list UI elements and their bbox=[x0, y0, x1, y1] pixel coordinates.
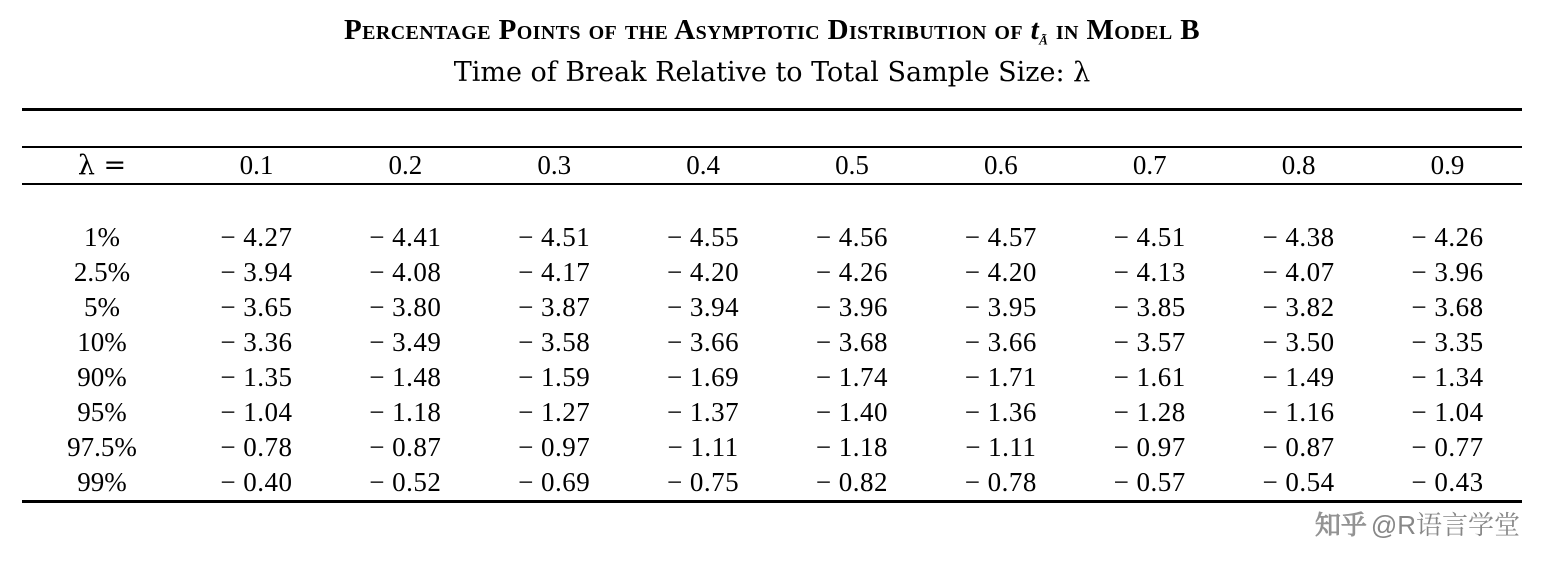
table-row bbox=[22, 430, 1522, 465]
table-header-row bbox=[22, 147, 1522, 184]
cell: − 0.97 bbox=[1113, 431, 1186, 462]
cell: − 1.37 bbox=[666, 396, 740, 427]
row-label: 5% bbox=[84, 291, 120, 322]
cell: − 4.07 bbox=[1262, 256, 1335, 287]
caption-line-1-pre: Percentage Points of the Asymptotic Distribution of bbox=[344, 14, 1031, 46]
watermark-logo: 知乎 bbox=[1314, 510, 1367, 540]
cell: − 4.08 bbox=[369, 256, 442, 287]
column-header-0: 0.1 bbox=[239, 149, 274, 180]
cell: − 1.04 bbox=[1411, 396, 1484, 427]
cell: − 1.59 bbox=[518, 361, 591, 392]
row-label: 2.5% bbox=[73, 256, 131, 287]
caption-variable: t bbox=[1030, 14, 1040, 46]
cell: − 0.78 bbox=[220, 431, 293, 462]
caption-variable-subscript: ã bbox=[1039, 28, 1049, 50]
cell: − 0.52 bbox=[369, 466, 442, 497]
table-row bbox=[22, 395, 1522, 430]
table-row bbox=[22, 325, 1522, 360]
cell: − 4.38 bbox=[1262, 221, 1335, 252]
cell: − 3.87 bbox=[518, 291, 591, 322]
row-label: 99% bbox=[77, 466, 127, 497]
cell: − 4.26 bbox=[1411, 221, 1484, 252]
cell: − 1.35 bbox=[220, 361, 293, 392]
caption-line-1-post: in Model B bbox=[1048, 14, 1200, 46]
cell: − 0.75 bbox=[666, 466, 740, 497]
table-row bbox=[22, 290, 1522, 325]
percentage-points-table bbox=[22, 108, 1522, 538]
cell: − 4.51 bbox=[1113, 221, 1186, 252]
cell: − 3.96 bbox=[1411, 256, 1484, 287]
column-header-7: 0.8 bbox=[1281, 149, 1316, 180]
cell: − 0.87 bbox=[369, 431, 442, 462]
cell: − 1.11 bbox=[667, 431, 739, 462]
cell: − 4.17 bbox=[518, 256, 591, 287]
row-label: 1% bbox=[84, 221, 120, 252]
cell: − 1.28 bbox=[1113, 396, 1186, 427]
table-caption bbox=[0, 0, 1544, 88]
cell: − 0.57 bbox=[1113, 466, 1186, 497]
cell: − 1.40 bbox=[815, 396, 889, 427]
cell: − 0.69 bbox=[518, 466, 591, 497]
cell: − 3.95 bbox=[964, 291, 1037, 322]
cell: − 1.69 bbox=[666, 361, 740, 392]
cell: − 3.80 bbox=[369, 291, 442, 322]
table-rule-bottom bbox=[22, 501, 1522, 538]
cell: − 4.26 bbox=[815, 256, 889, 287]
cell: − 3.58 bbox=[518, 326, 591, 357]
table-row bbox=[22, 360, 1522, 395]
cell: − 0.97 bbox=[518, 431, 591, 462]
cell: − 1.34 bbox=[1411, 361, 1484, 392]
column-header-4: 0.5 bbox=[835, 149, 869, 180]
cell: − 1.16 bbox=[1262, 396, 1335, 427]
cell: − 3.65 bbox=[220, 291, 293, 322]
cell: − 0.77 bbox=[1411, 431, 1484, 462]
cell: − 1.48 bbox=[369, 361, 442, 392]
cell: − 1.71 bbox=[964, 361, 1037, 392]
column-header-3: 0.4 bbox=[686, 149, 720, 180]
cell: − 1.36 bbox=[964, 396, 1037, 427]
row-label: 97.5% bbox=[67, 431, 137, 462]
row-label: 95% bbox=[77, 396, 127, 427]
cell: − 4.56 bbox=[815, 221, 889, 252]
cell: − 3.50 bbox=[1262, 326, 1335, 357]
cell: − 3.68 bbox=[1411, 291, 1484, 322]
table-row bbox=[22, 465, 1522, 502]
cell: − 3.82 bbox=[1262, 291, 1335, 322]
table-row bbox=[22, 220, 1522, 255]
cell: − 4.20 bbox=[964, 256, 1037, 287]
cell: − 4.41 bbox=[369, 221, 442, 252]
cell: − 4.55 bbox=[666, 221, 740, 252]
header-lambda-label: λ = bbox=[77, 149, 127, 181]
cell: − 0.54 bbox=[1262, 466, 1335, 497]
table-row bbox=[22, 255, 1522, 290]
cell: − 3.35 bbox=[1411, 326, 1484, 357]
cell: − 4.13 bbox=[1113, 256, 1186, 287]
cell: − 0.82 bbox=[815, 466, 889, 497]
cell: − 1.61 bbox=[1113, 361, 1186, 392]
cell: − 1.74 bbox=[815, 361, 889, 392]
cell: − 3.57 bbox=[1113, 326, 1186, 357]
cell: − 1.18 bbox=[815, 431, 889, 462]
caption-line-2: Time of Break Relative to Total Sample Size: λ bbox=[453, 56, 1091, 88]
column-header-5: 0.6 bbox=[983, 149, 1018, 180]
cell: − 1.27 bbox=[518, 396, 591, 427]
cell: − 0.87 bbox=[1262, 431, 1335, 462]
cell: − 4.51 bbox=[518, 221, 591, 252]
column-header-1: 0.2 bbox=[388, 149, 423, 180]
cell: − 3.66 bbox=[964, 326, 1037, 357]
cell: − 3.49 bbox=[369, 326, 442, 357]
cell: − 3.66 bbox=[666, 326, 740, 357]
table-rule-top-outer bbox=[22, 109, 1522, 147]
cell: − 4.57 bbox=[964, 221, 1037, 252]
column-header-8: 0.9 bbox=[1430, 149, 1465, 180]
cell: − 3.94 bbox=[220, 256, 293, 287]
column-header-2: 0.3 bbox=[537, 149, 572, 180]
row-label: 10% bbox=[77, 326, 127, 357]
cell: − 4.27 bbox=[220, 221, 293, 252]
cell: − 3.36 bbox=[220, 326, 293, 357]
cell: − 3.68 bbox=[815, 326, 889, 357]
cell: − 0.78 bbox=[964, 466, 1037, 497]
cell: − 3.85 bbox=[1113, 291, 1186, 322]
cell: − 1.04 bbox=[220, 396, 293, 427]
table-rule-mid bbox=[22, 184, 1522, 220]
rule-spacer bbox=[22, 109, 1522, 147]
row-label: 90% bbox=[77, 361, 127, 392]
watermark-text: @R语言学堂 bbox=[1370, 510, 1520, 540]
rule-spacer bbox=[22, 184, 1522, 220]
cell: − 1.18 bbox=[369, 396, 442, 427]
cell: − 3.94 bbox=[666, 291, 740, 322]
cell: − 0.40 bbox=[220, 466, 293, 497]
cell: − 0.43 bbox=[1411, 466, 1484, 497]
cell: − 3.96 bbox=[815, 291, 889, 322]
column-header-6: 0.7 bbox=[1132, 149, 1167, 180]
rule-spacer bbox=[22, 501, 1522, 538]
cell: − 1.11 bbox=[965, 431, 1037, 462]
cell: − 1.49 bbox=[1262, 361, 1335, 392]
caption-line-1 bbox=[0, 14, 1544, 51]
cell: − 4.20 bbox=[666, 256, 740, 287]
